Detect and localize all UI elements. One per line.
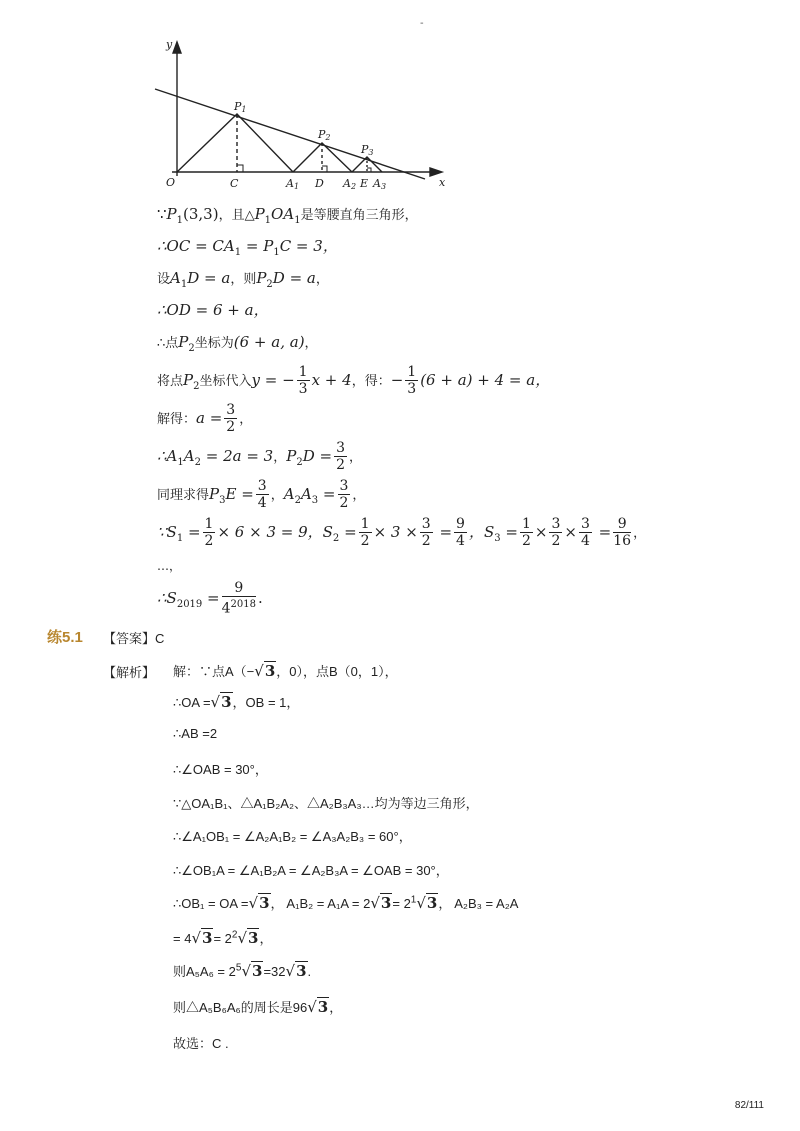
label-y: y xyxy=(166,38,173,51)
sol-line-10: 则$A_5A_6 = 2^5√3=32√3$. xyxy=(173,962,312,980)
label-P2: P2 xyxy=(318,128,331,142)
label-D: D xyxy=(315,177,324,190)
line-graph xyxy=(155,89,425,179)
line-5: ∴点$P_2$坐标为(6 + a, a)， xyxy=(157,333,318,354)
label-x: x xyxy=(439,176,446,189)
answer-tag: 【答案】 xyxy=(103,631,156,646)
line-6: 将点$P_2$坐标代入y = − $\frac{1}{3}$ x + 4，得：− $\frac{1}{3}$ (6 + a) + 4 = a， xyxy=(157,364,551,397)
sol-line-8: ∴OB₁ = OA =√3， $A_1B_2 = A_1A = 2√3= 2^1√3$， A₂B₃ = A₂A xyxy=(173,894,519,912)
line-3: 设$A_1D = a$，则$P_2D = a$， xyxy=(157,269,329,290)
label-A3: A3 xyxy=(373,177,387,191)
line-8: $\therefore A_1A_2 = 2a = 3$，$P_2D$ = $\frac{3}{2}$ ， xyxy=(157,440,363,473)
label-A1: A1 xyxy=(286,177,300,191)
label-E: E xyxy=(360,177,369,190)
y-axis-arrow xyxy=(173,42,181,53)
sol-line-1: 解：∵点A（−√3，0），点B（0，1）， xyxy=(173,662,398,680)
page-number: 82/111 xyxy=(734,1100,764,1111)
sol-line-11: 则△A₅B₆A₆的周长是96√3， xyxy=(173,998,343,1016)
answer-line xyxy=(103,628,164,647)
label-A2: A2 xyxy=(343,177,357,191)
exercise-label: 练5.1 xyxy=(47,629,83,646)
sol-line-9: = $4√3= 2^2√3$， xyxy=(173,929,273,947)
sol-line-3: ∴AB =2 xyxy=(173,726,218,741)
sol-line-12: 故选：C . xyxy=(173,1036,229,1051)
line-9: 同理求得$P_3E$ = $\frac{3}{4}$ ，$A_2A_3$ = $\frac{3}{2}$ ， xyxy=(157,478,366,511)
label-P1: P1 xyxy=(234,100,247,114)
sol-line-6: ∴∠A₁OB₁ = ∠A₂A₁B₂ = ∠A₃A₂B₃ = 60°， xyxy=(173,829,412,844)
triangle-1 xyxy=(177,114,293,172)
sol-line-4: ∴∠OAB = 30°， xyxy=(173,762,268,777)
label-P3: P3 xyxy=(361,143,374,157)
sol-line-2: ∴OA =√3，OB = 1， xyxy=(173,693,300,711)
line-2: ∴OC = $CA_1 = P_1C = 3$， xyxy=(157,237,338,258)
line-4: ∴OD = 6 + a， xyxy=(157,301,269,319)
line-11: …， xyxy=(157,559,182,573)
label-O: O xyxy=(166,176,176,189)
answer-value: C xyxy=(155,631,165,646)
coordinate-diagram xyxy=(150,36,460,196)
x-axis-arrow xyxy=(430,168,442,176)
sol-line-5: ∵△OA₁B₁、△A₁B₂A₂、△A₂B₃A₃…均为等边三角形， xyxy=(173,796,479,811)
top-mark: - xyxy=(420,18,424,29)
label-C: C xyxy=(230,177,239,190)
analysis-tag: 【解析】 xyxy=(103,665,156,680)
line-12: $\therefore S_{2019}$ = $\frac{9}{4^{2018}}$ . xyxy=(157,580,263,617)
line-10: $\because S_1$ = $\frac{1}{2}$ × 6 × 3 = 9，$S_2$ = $\frac{1}{2}$ × 3 × $\frac{3}{2}$ = $\frac{9}{4}$ ，$S_3$ = $\frac{1}{2}$ × $\frac{3}{2}$ × $\frac{3}{4}$ = $\frac{9}{16}$ ， xyxy=(157,516,647,549)
sol-line-7: ∴∠OB₁A = ∠A₁B₂A = ∠A₂B₃A = ∠OAB = 30°， xyxy=(173,863,449,878)
line-7: 解得：a = $\frac{3}{2}$ ， xyxy=(157,402,253,435)
line-1: $\because P_1(3,3)$，且$\triangle P_1OA_1$是等腰直角三角形， xyxy=(157,205,418,226)
